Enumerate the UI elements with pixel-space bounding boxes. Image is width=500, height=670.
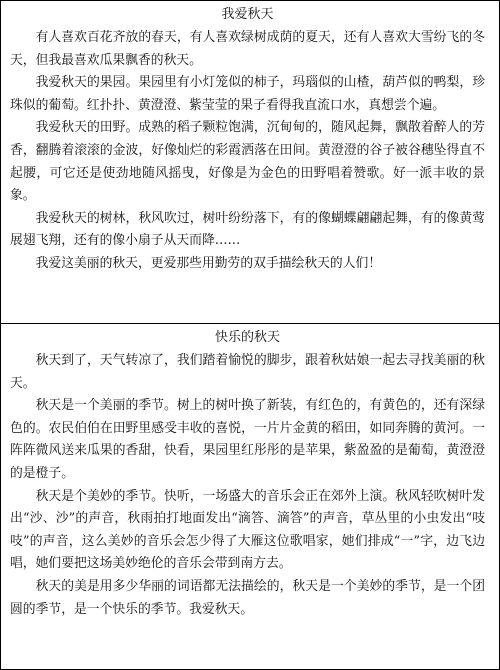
essay-1-paragraph: 我爱这美丽的秋天，更爱那些用勤劳的双手描绘秋天的人们！ [35,255,382,271]
essay-2-paragraph: 秋天是个美妙的季节。快听，一场盛大的音乐会正在郊外上演。秋风轻吹树叶发出“沙、沙”的声音，秋雨拍打地面发出“滴答、滴答”的声音，草丛里的小虫发出“吱吱”的声音，这么美妙的音乐会怎少得了大雁这位歌唱家，她们排成“一”字，边飞边唱，她们要把这场美妙绝伦的音乐会带到南方去。 [10,488,485,572]
essay-2-title: 快乐的秋天 [214,330,280,345]
essay-1-paragraph: 我爱秋天的果园。果园里有小灯笼似的柿子，玛瑙似的山楂，葫芦似的鸭梨，珍珠似的葡萄。红扑扑、黄澄澄、紫莹莹的果子看得我直流口水，真想尝个遍。 [10,75,485,113]
essay-2-paragraph: 秋天是一个美丽的季节。树上的树叶换了新装，有红色的，有黄色的，还有深绿色的。农民伯伯在田野里感受丰收的喜悦，一片片金黄的稻田，如同奔腾的黄河。一阵阵微风送来瓜果的香甜，快看，果园里红彤彤的是苹果，紫盈盈的是葡萄，黄澄澄的是橙子。 [10,398,485,481]
essay-1-title: 我爱秋天 [221,7,274,22]
essay-1-paragraph: 我爱秋天的田野。成熟的稻子颗粒饱满，沉甸甸的，随风起舞，飘散着醉人的芳香，翻腾着滚滚的金波，好像灿烂的彩霞洒落在田间。黄澄澄的谷子被谷穗坠得直不起腰，可它还是使劲地随风摇曳，好像是为金色的田野唱着赞歌。好一派丰收的景象。 [10,120,485,204]
section-divider [1,323,499,324]
essay-1-paragraph: 我爱秋天的树林，秋风吹过，树叶纷纷落下，有的像蝴蝶翩翩起舞，有的像黄莺展翅飞翔，还有的像小扇子从天而降…… [10,210,485,249]
essay-i-love-autumn [1,3,499,276]
essay-2-paragraph: 秋天的美是用多少华丽的词语都无法描绘的，秋天是一个美妙的季节，是一个团圆的季节，是一个快乐的季节。我爱秋天。 [10,578,485,617]
essay-happy-autumn [1,326,499,621]
essay-1-paragraph: 有人喜欢百花齐放的春天，有人喜欢绿树成荫的夏天，还有人喜欢大雪纷飞的冬天，但我最喜欢瓜果飘香的秋天。 [10,30,485,68]
essay-2-paragraph: 秋天到了，天气转凉了，我们踏着愉悦的脚步，跟着秋姑娘一起去寻找美丽的秋天。 [10,353,485,391]
